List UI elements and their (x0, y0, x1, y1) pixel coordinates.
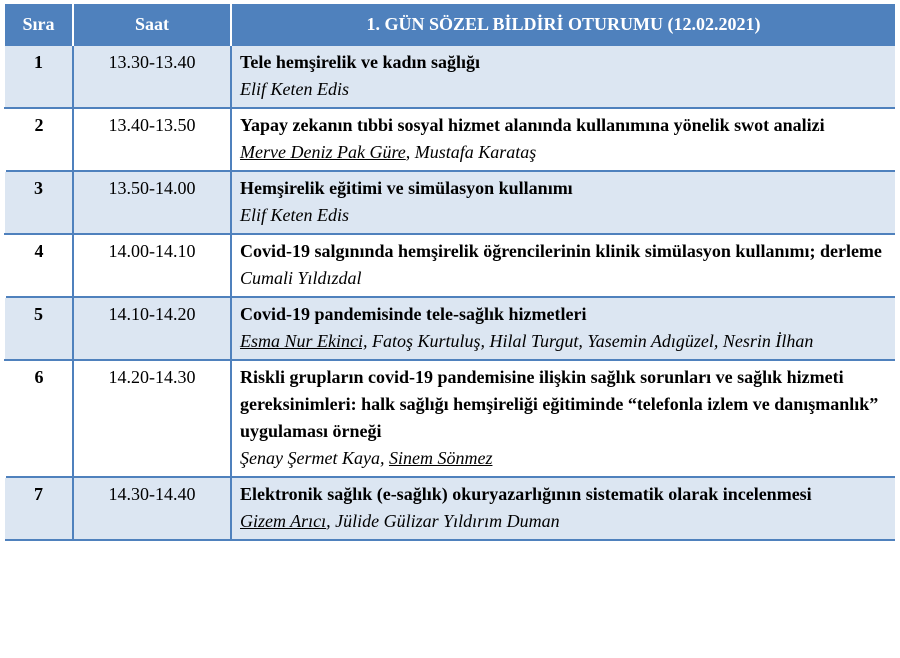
talk-title: Covid-19 salgınında hemşirelik öğrencilerinin klinik simülasyon kullanımı; derleme (240, 241, 882, 261)
authors-text: Elif Keten Edis (240, 79, 349, 99)
row-time: 13.40-13.50 (73, 108, 231, 171)
row-time: 14.20-14.30 (73, 360, 231, 477)
talk-authors (240, 202, 887, 229)
talk-title: Hemşirelik eğitimi ve simülasyon kullanımı (240, 178, 573, 198)
talk-authors (240, 508, 887, 535)
row-time: 13.30-13.40 (73, 45, 231, 108)
talk-title: Elektronik sağlık (e-sağlık) okuryazarlığının sistematik olarak incelenmesi (240, 484, 812, 504)
row-time: 13.50-14.00 (73, 171, 231, 234)
authors-text: Fatoş Kurtuluş, Hilal Turgut, Yasemin Adıgüzel, Nesrin İlhan (367, 331, 814, 351)
column-header-order: Sıra (5, 4, 73, 45)
talk-authors (240, 328, 887, 355)
authors-text: Jülide Gülizar Yıldırım Duman (330, 511, 560, 531)
column-header-time: Saat (73, 4, 231, 45)
table-header-row (5, 4, 895, 45)
row-details (231, 171, 895, 234)
presenting-author: Sinem Sönmez (388, 448, 493, 468)
talk-title: Covid-19 pandemisinde tele-sağlık hizmetleri (240, 304, 587, 324)
row-order: 2 (5, 108, 73, 171)
talk-authors (240, 265, 887, 292)
authors-text: Mustafa Karataş (410, 142, 537, 162)
talk-authors (240, 76, 887, 103)
table-row (5, 171, 895, 234)
presenting-author: Merve Deniz Pak Güre (240, 142, 406, 162)
talk-authors (240, 445, 887, 472)
table-row (5, 45, 895, 108)
author-separator: , (405, 142, 411, 162)
table-row (5, 477, 895, 540)
authors-text: Elif Keten Edis (240, 205, 349, 225)
table-row (5, 360, 895, 477)
row-details (231, 234, 895, 297)
row-order: 4 (5, 234, 73, 297)
row-order: 3 (5, 171, 73, 234)
row-order: 1 (5, 45, 73, 108)
presenting-author: Gizem Arıcı (240, 511, 327, 531)
row-details (231, 45, 895, 108)
talk-title: Tele hemşirelik ve kadın sağlığı (240, 52, 481, 72)
row-details (231, 297, 895, 360)
table-row (5, 234, 895, 297)
author-separator: , (326, 511, 331, 531)
row-time: 14.00-14.10 (73, 234, 231, 297)
row-details (231, 360, 895, 477)
authors-text: Cumali Yıldızdal (240, 268, 362, 288)
row-order: 7 (5, 477, 73, 540)
row-time: 14.10-14.20 (73, 297, 231, 360)
row-order: 6 (5, 360, 73, 477)
talk-title: Yapay zekanın tıbbi sosyal hizmet alanında kullanımına yönelik swot analizi (240, 115, 825, 135)
table-row (5, 108, 895, 171)
row-details (231, 477, 895, 540)
talk-authors (240, 139, 887, 166)
authors-text: Şenay Şermet Kaya, (240, 448, 389, 468)
talk-title: Riskli grupların covid-19 pandemisine ilişkin sağlık sorunları ve sağlık hizmeti gereksinimleri: halk sağlığı hemşireliği eğitiminde “telefonla izlem ve danışmanlık” uygulaması örneği (240, 367, 879, 441)
column-header-session-title: 1. GÜN SÖZEL BİLDİRİ OTURUMU (12.02.2021) (231, 4, 895, 45)
presenting-author: Esma Nur Ekinci, (240, 331, 368, 351)
row-time: 14.30-14.40 (73, 477, 231, 540)
session-table (4, 4, 895, 541)
row-order: 5 (5, 297, 73, 360)
row-details (231, 108, 895, 171)
table-row (5, 297, 895, 360)
